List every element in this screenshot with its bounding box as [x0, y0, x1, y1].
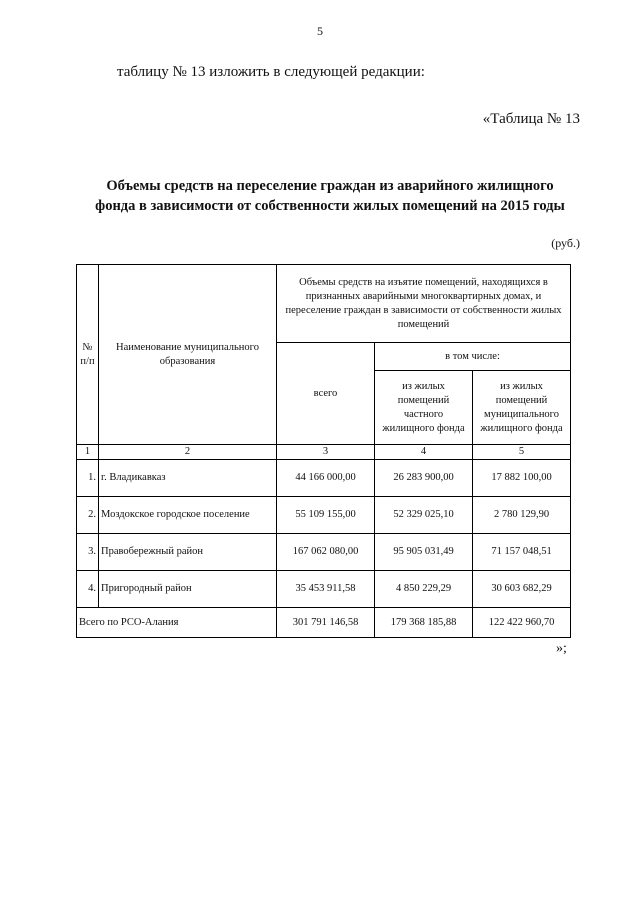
- amount-municipal: 71 157 048,51: [473, 534, 571, 571]
- table-row: [77, 534, 571, 571]
- municipality-name: г. Владикавказ: [99, 460, 277, 497]
- column-index-3: 3: [277, 445, 375, 460]
- total-row: [77, 608, 571, 638]
- page-number: 5: [317, 24, 323, 38]
- table-row: [77, 571, 571, 608]
- total-amount: 301 791 146,58: [277, 608, 375, 638]
- amount-municipal: 2 780 129,90: [473, 497, 571, 534]
- header-group: Объемы средств на изъятие помещений, находящихся в признанных аварийными многоквартирных домах, и переселение граждан в зависимости от собственности жилых помещений: [277, 265, 571, 343]
- closing-quote: »;: [556, 641, 567, 656]
- column-index-5: 5: [473, 445, 571, 460]
- row-number: 4.: [77, 571, 99, 608]
- document-title: [40, 176, 620, 216]
- amount-total: 35 453 911,58: [277, 571, 375, 608]
- amount-private: 26 283 900,00: [375, 460, 473, 497]
- header-private-fund: из жилых помещений частного жилищного фонда: [375, 371, 473, 445]
- amount-private: 95 905 031,49: [375, 534, 473, 571]
- header-including: в том числе:: [375, 343, 571, 371]
- row-number: 3.: [77, 534, 99, 571]
- title-line-2: фонда в зависимости от собственности жилых помещений на 2015 годы: [95, 198, 565, 214]
- header-municipal-fund: из жилых помещений муниципального жилищного фонда: [473, 371, 571, 445]
- column-index-2: 2: [99, 445, 277, 460]
- funding-table: [76, 264, 571, 638]
- row-number: 1.: [77, 460, 99, 497]
- amount-total: 167 062 080,00: [277, 534, 375, 571]
- row-number: 2.: [77, 497, 99, 534]
- amount-municipal: 17 882 100,00: [473, 460, 571, 497]
- header-total: всего: [277, 343, 375, 445]
- municipality-name: Пригородный район: [99, 571, 277, 608]
- column-index-1: 1: [77, 445, 99, 460]
- total-municipal: 122 422 960,70: [473, 608, 571, 638]
- amount-total: 44 166 000,00: [277, 460, 375, 497]
- amount-private: 52 329 025,10: [375, 497, 473, 534]
- units-note: (руб.): [551, 236, 580, 250]
- title-line-1: Объемы средств на переселение граждан из аварийного жилищного: [106, 178, 554, 194]
- intro-text: таблицу № 13 изложить в следующей редакции:: [117, 64, 425, 80]
- total-private: 179 368 185,88: [375, 608, 473, 638]
- amount-private: 4 850 229,29: [375, 571, 473, 608]
- table-row: [77, 497, 571, 534]
- header-number: № п/п: [77, 265, 99, 445]
- municipality-name: Правобережный район: [99, 534, 277, 571]
- municipality-name: Моздокское городское поселение: [99, 497, 277, 534]
- header-municipality: Наименование муниципального образования: [99, 265, 277, 445]
- column-index-4: 4: [375, 445, 473, 460]
- amount-municipal: 30 603 682,29: [473, 571, 571, 608]
- amount-total: 55 109 155,00: [277, 497, 375, 534]
- table-reference: «Таблица № 13: [482, 111, 580, 127]
- total-label: Всего по РСО-Алания: [77, 608, 277, 638]
- table-row: [77, 460, 571, 497]
